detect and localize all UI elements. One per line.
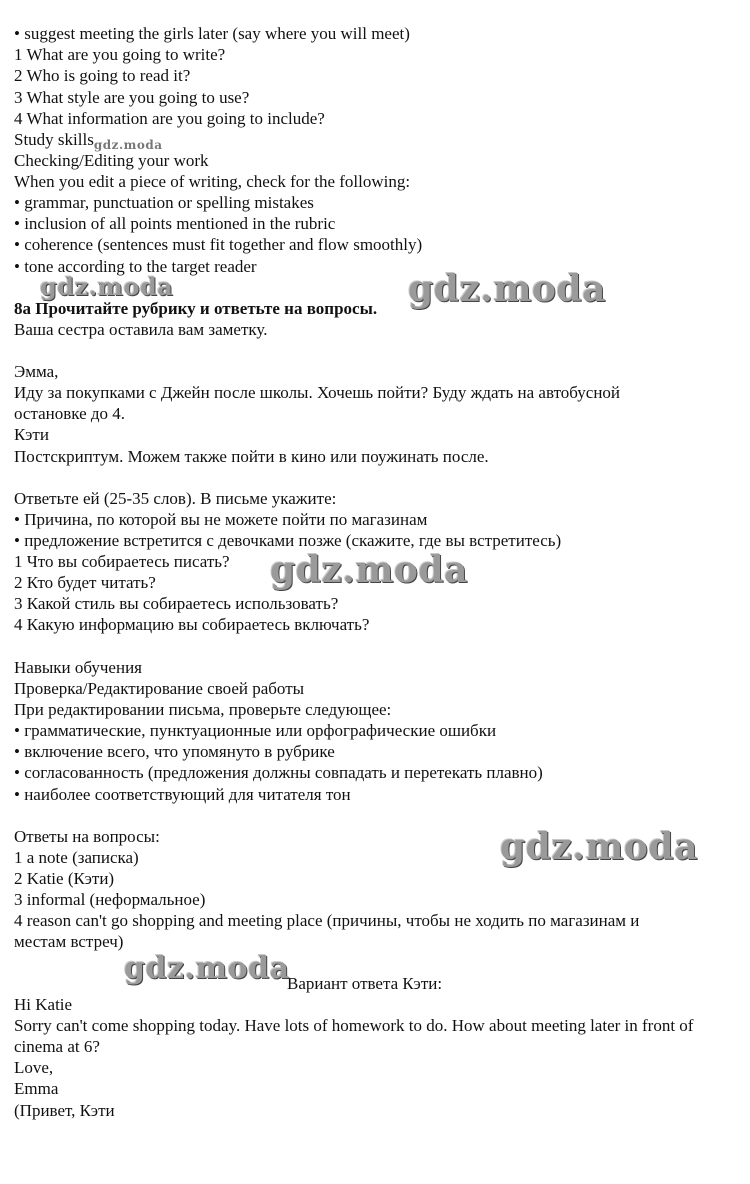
text-line: • inclusion of all points mentioned in the rubric [14,214,336,233]
text-line: • наиболее соответствующий для читателя тон [14,785,351,804]
text-line: местам встреч) [14,932,124,951]
text-line: 4 reason can't go shopping and meeting place (причины, чтобы не ходить по магазинам и [14,911,640,930]
text-line: 1 What are you going to write? [14,45,226,64]
text-line: Иду за покупками с Джейн после школы. Хочешь пойти? Буду ждать на автобусной [14,383,621,402]
text-line: • suggest meeting the girls later (say where you will meet) [14,24,410,43]
watermark: gdz.moda [500,826,698,868]
text-line: 2 Katie (Кэти) [14,869,115,888]
text-line: 3 Какой стиль вы собираетесь использовать? [14,594,339,613]
text-line: 2 Кто будет читать? [14,573,156,592]
text-line: • включение всего, что упомянуто в рубрике [14,742,335,761]
text-line: Hi Katie [14,995,73,1014]
text-line: Эмма, [14,362,59,381]
task-heading: 8а Прочитайте рубрику и ответьте на вопросы. [14,299,378,318]
text-line: (Привет, Кэти [14,1101,115,1120]
text-line: • grammar, punctuation or spelling mistakes [14,193,314,212]
text-line: При редактировании письма, проверьте следующее: [14,700,392,719]
text-line: 2 Who is going to read it? [14,66,191,85]
text-line: When you edit a piece of writing, check for the following: [14,172,411,191]
text-line: 1 a note (записка) [14,848,139,867]
answer-variant-heading: Вариант ответа Кэти: [287,974,443,993]
text-line: 4 What information are you going to include? [14,109,325,128]
text-line: Emma [14,1079,59,1098]
text-line: • грамматические, пунктуационные или орфографические ошибки [14,721,497,740]
letter-body: Sorry can't come shopping today. Have lots of homework to do. How about meeting later in front of cinema at 6? [14,1016,694,1056]
watermark: gdz.moda [93,138,163,152]
text-line: Кэти [14,425,49,444]
text-line: Проверка/Редактирование своей работы [14,679,305,698]
watermark: gdz.moda [270,549,468,591]
text-line: Навыки обучения [14,658,142,677]
study-skills-heading [14,129,162,152]
text-line: Love, [14,1058,54,1077]
text-line: 3 What style are you going to use? [14,88,250,107]
watermark: gdz.moda [40,272,174,301]
text-line: 1 Что вы собираетесь писать? [14,552,230,571]
text-line: Ваша сестра оставила вам заметку. [14,320,268,339]
text-line: • согласованность (предложения должны совпадать и перетекать плавно) [14,763,543,782]
text-line: Ответьте ей (25-35 слов). В письме укажите: [14,489,337,508]
text-line: Постскриптум. Можем также пойти в кино или поужинать после. [14,447,489,466]
watermark: gdz.moda [124,951,290,986]
text-line: • Причина, по которой вы не можете пойти по магазинам [14,510,428,529]
text-line: • tone according to the target reader [14,257,257,276]
text-line: Checking/Editing your work [14,151,209,170]
text-line: • coherence (sentences must fit together and flow smoothly) [14,235,423,254]
text-line: остановке до 4. [14,404,126,423]
text-line: 3 informal (неформальное) [14,890,206,909]
text-line: Ответы на вопросы: [14,827,160,846]
study-skills-label: Study skills [14,130,94,149]
text-line: • предложение встретится с девочками позже (скажите, где вы встретитесь) [14,531,562,550]
text-line: 4 Какую информацию вы собираетесь включать? [14,615,370,634]
watermark: gdz.moda [408,268,606,310]
